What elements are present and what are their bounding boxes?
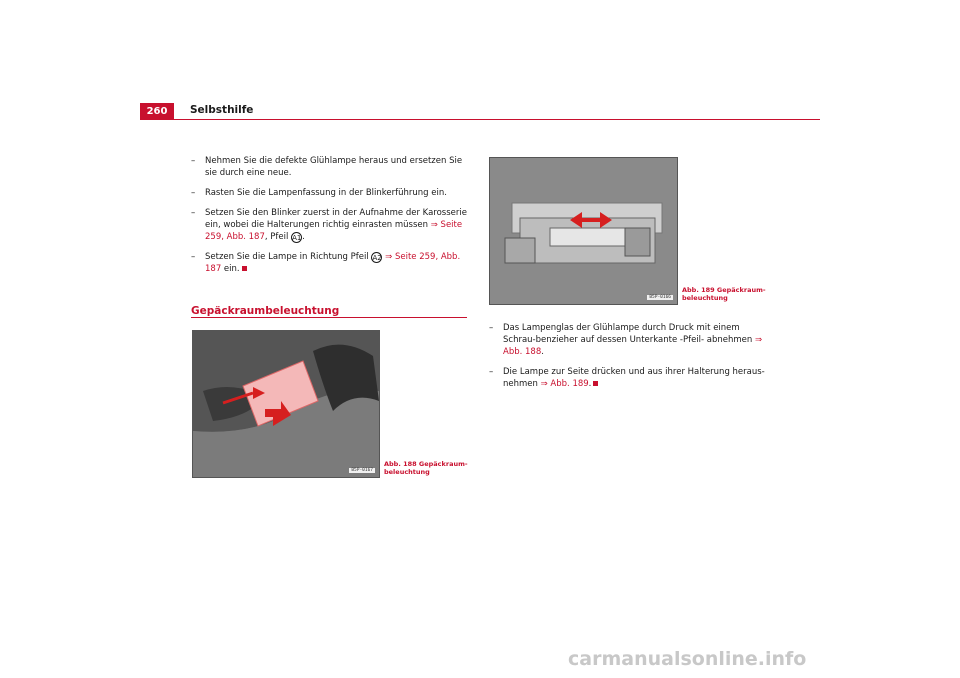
right-steps-list xyxy=(489,322,774,398)
step-item: – Setzen Sie die Lampe in Richtung Pfeil A2 ⇒ Seite 259, Abb. 187 ein. xyxy=(191,252,461,274)
arrow-marker-a1: A1 xyxy=(292,234,302,242)
watermark-text: carmanualsonline.info xyxy=(568,648,807,670)
left-steps-list xyxy=(191,155,473,283)
trunk-light-illustration xyxy=(193,331,379,477)
page-reference-link[interactable]: ⇒ Seite 259, Abb. 187 xyxy=(205,252,461,274)
lamp-housing-illustration xyxy=(490,158,677,304)
step-item: – Die Lampe zur Seite drücken und aus ihrer Halterung heraus-nehmen ⇒ Abb. 189. xyxy=(489,367,765,389)
header-rule xyxy=(140,119,820,120)
step-item: – Nehmen Sie die defekte Glühlampe heraus und ersetzen Sie sie durch eine neue. xyxy=(191,156,463,178)
figure-code: B5P-0167 xyxy=(351,468,373,473)
figure-189-image xyxy=(489,157,678,305)
step-item: – Das Lampenglas der Glühlampe durch Druck mit einem Schrau-benzieher auf dessen Unterkante -Pfeil- abnehmen ⇒ Abb. 188. xyxy=(489,323,763,357)
section-end-icon xyxy=(593,381,598,386)
section-heading: Gepäckraumbeleuchtung xyxy=(191,305,340,317)
section-end-icon xyxy=(242,266,247,271)
section-rule xyxy=(191,317,467,318)
figure-code: B5P-0166 xyxy=(649,295,671,300)
figure-189-caption: Abb. 189 Gepäckraum-beleuchtung xyxy=(682,286,766,302)
page-title: Selbsthilfe xyxy=(190,104,254,116)
step-item: – Rasten Sie die Lampenfassung in der Blinkerführung ein. xyxy=(191,188,447,198)
page-reference-link[interactable]: ⇒ Seite 259, Abb. 187 xyxy=(205,220,463,242)
step-item: – Setzen Sie den Blinker zuerst in der Aufnahme der Karosserie ein, wobei die Halterungen richtig einrasten müssen ⇒ Seite 259, Abb. 187, Pfeil A1. xyxy=(191,208,467,242)
page-number: 260 xyxy=(140,103,174,119)
figure-188-caption: Abb. 188 Gepäckraum-beleuchtung xyxy=(384,460,468,476)
figure-reference-link[interactable]: ⇒ Abb. 188 xyxy=(503,335,763,357)
figure-reference-link[interactable]: ⇒ Abb. 189 xyxy=(540,379,589,389)
figure-188-image xyxy=(192,330,380,478)
arrow-marker-a2: A2 xyxy=(372,254,382,262)
